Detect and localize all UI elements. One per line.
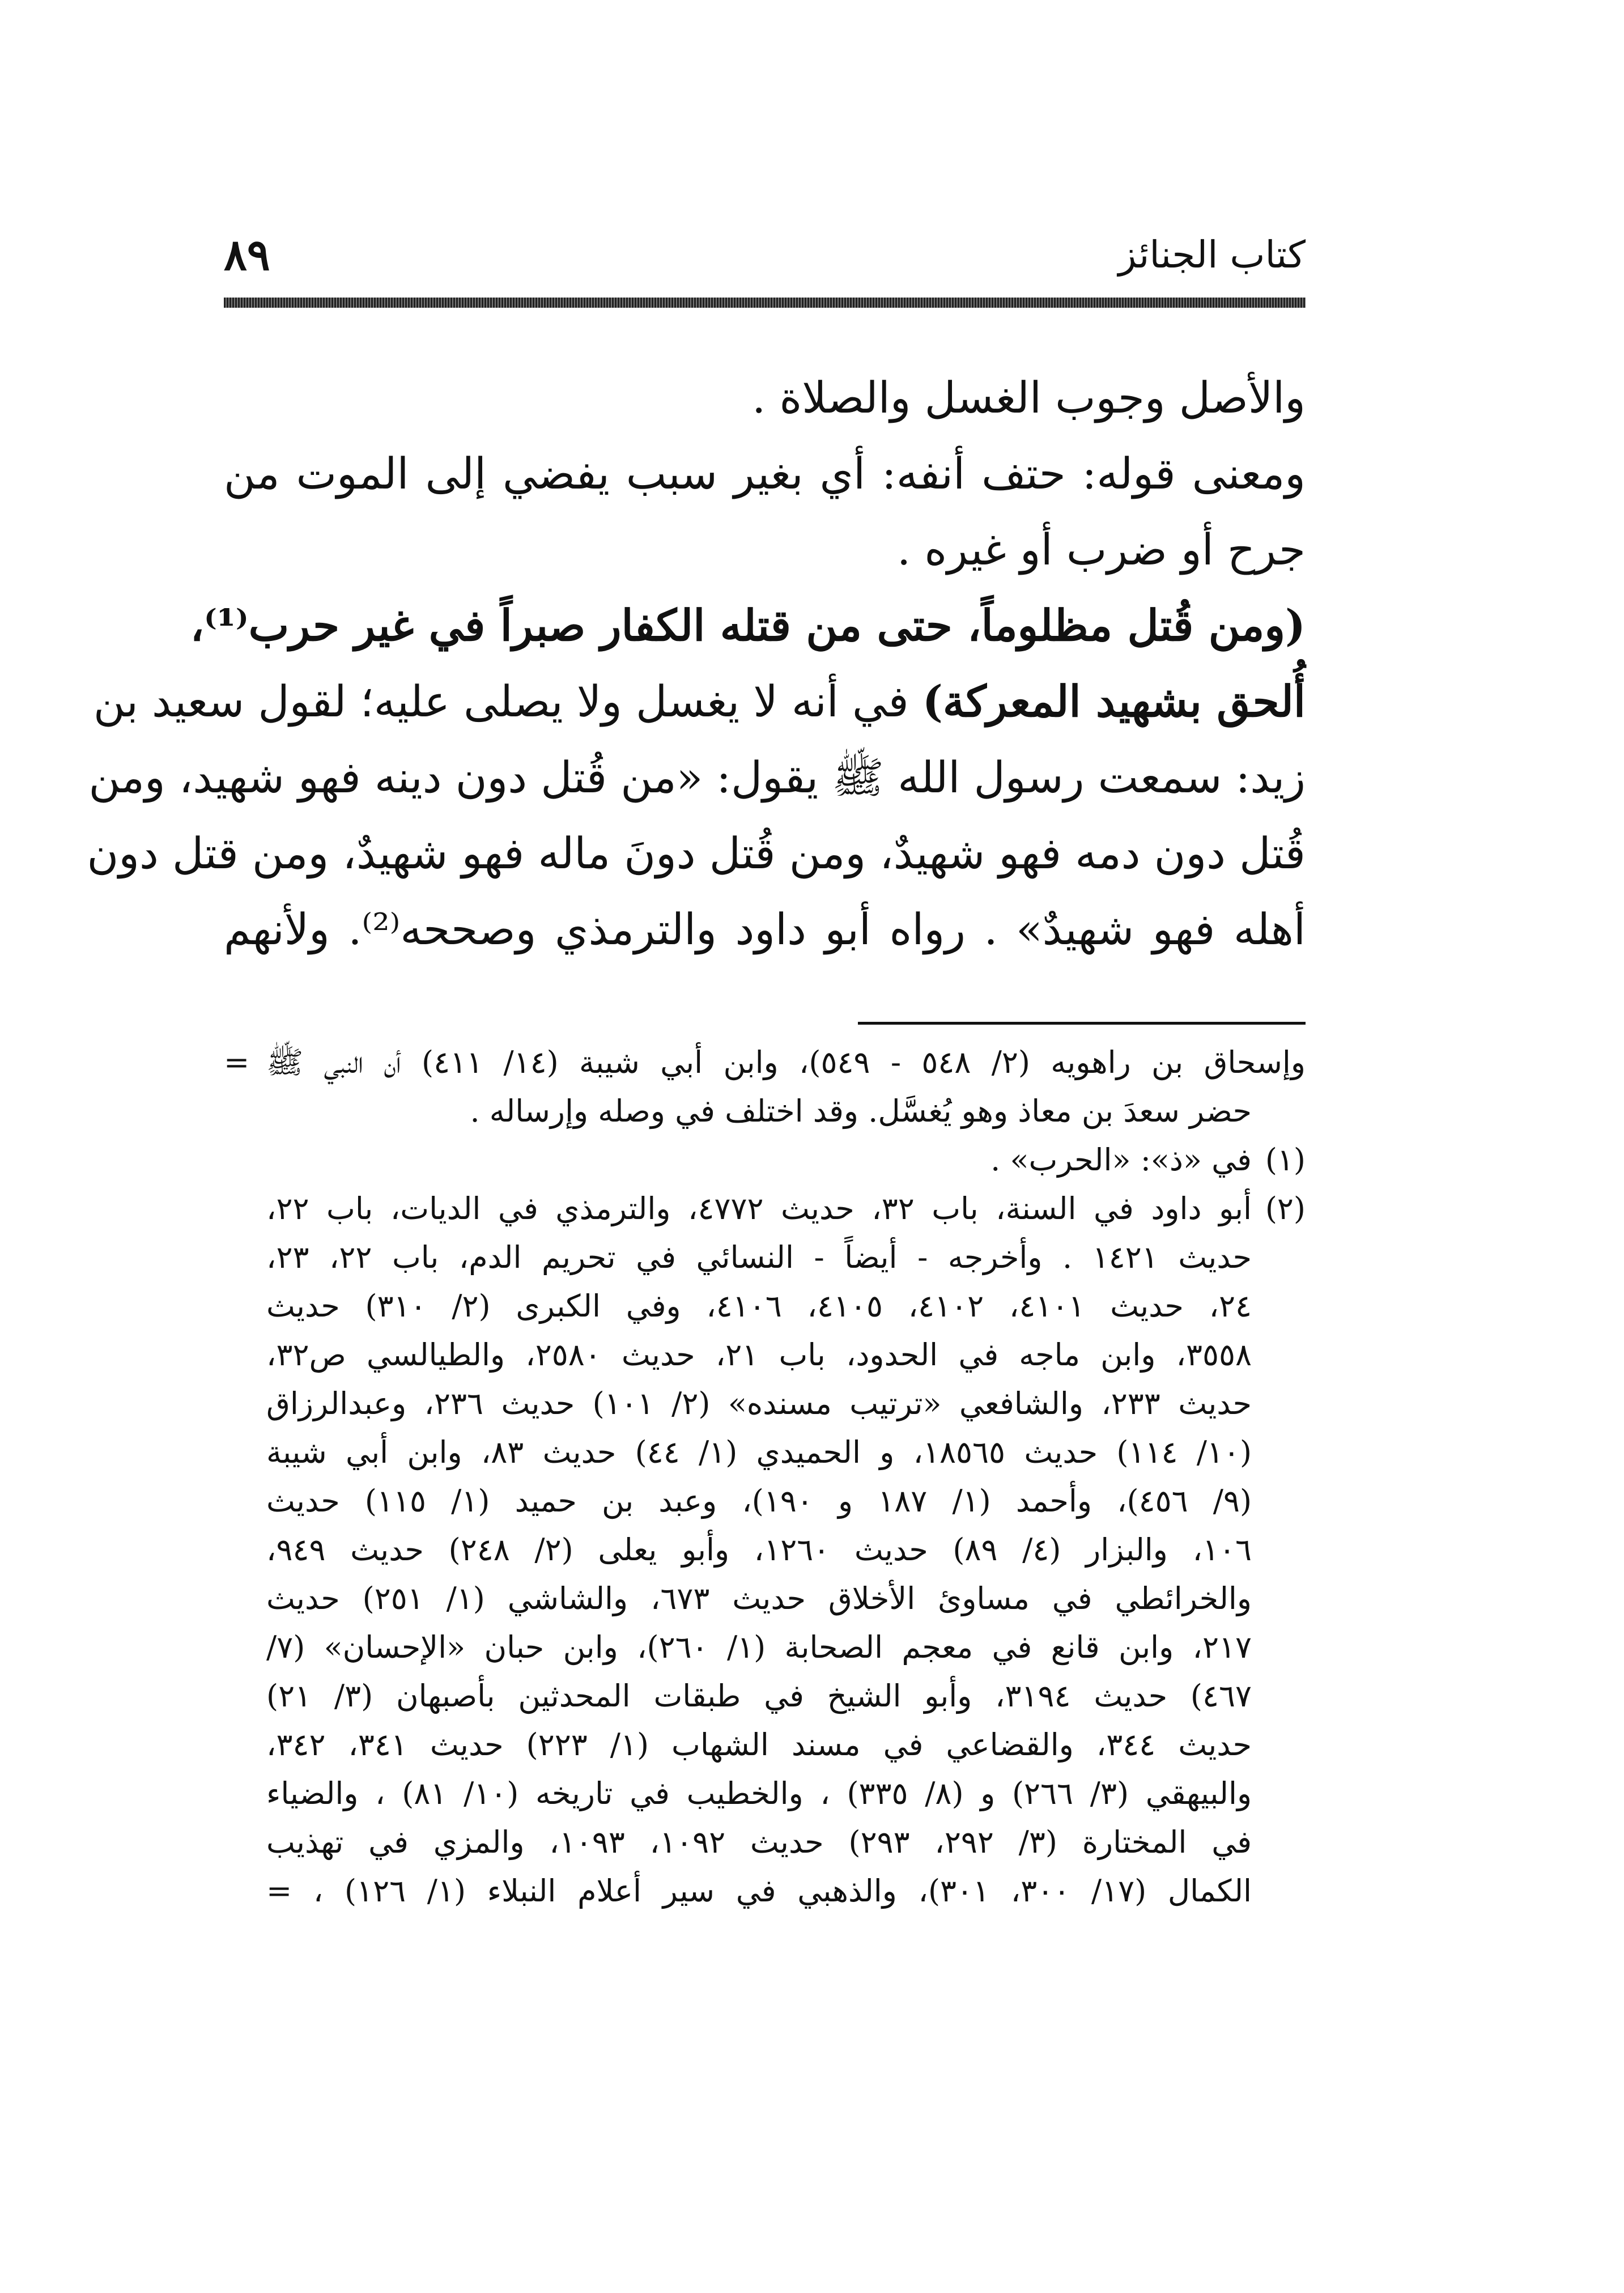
footnote-2-line-3: ٢٤، حديث ٤١٠١، ٤١٠٢، ٤١٠٥، ٤١٠٦، وفي الكبرى (٢/ ٣١٠) حديث xyxy=(266,1288,1252,1324)
footnote-2-line-2: حديث ١٤٢١ . وأخرجه - أيضاً - النسائي في تحريم الدم، باب ٢٢، ٢٣، xyxy=(266,1239,1252,1275)
text-line-5 xyxy=(93,664,1306,740)
footnote-2-line-8: ١٠٦، والبزار (٤/ ٨٩) حديث ١٢٦٠، وأبو يعلى (٢/ ٢٤٨) حديث ٩٤٩، xyxy=(266,1532,1252,1568)
text-line-8: أهله فهو شهيدٌ» . رواه أبو داود والترمذي وصححه⁽²⁾. ولأنهم xyxy=(224,904,1306,954)
footnote-2-line-4: ٣٥٥٨، وابن ماجه في الحدود، باب ٢١، حديث ٢٥٨٠، والطيالسي ص٣٢، xyxy=(266,1337,1252,1373)
footnote-1-marker: (١) xyxy=(1265,1142,1306,1178)
footnote-2-line-13: والبيهقي (٣/ ٢٦٦) و (٨/ ٣٣٥) ، والخطيب في تاريخه (١٠/ ٨١) ، والضياء xyxy=(266,1776,1252,1811)
text-line-2: ومعنى قوله: حتف أنفه: أي بغير سبب يفضي إلى الموت من xyxy=(224,448,1306,499)
footnote-2-marker: (٢) xyxy=(1265,1191,1306,1226)
continuation-mark: = xyxy=(224,1044,250,1080)
bold-statement-end: أُلحق بشهيد المعركة) xyxy=(922,676,1306,727)
footnote-2-line-10: ٢١٧، وابن قانع في معجم الصحابة (١/ ٢٦٠)، وابن حبان «الإحسان» (٧/ xyxy=(266,1629,1252,1665)
text-line-6: زيد: سمعت رسول الله ﷺ يقول: «من قُتل دون دينه فهو شهيد، ومن xyxy=(88,752,1306,802)
page-number: ٨٩ xyxy=(224,230,270,280)
footnote-2-line-9: والخرائطي في مساوئ الأخلاق حديث ٦٧٣، والشاشي (١/ ٢٥١) حديث xyxy=(266,1581,1252,1616)
text-line-5-rest: في أنه لا يغسل ولا يصلى عليه؛ لقول سعيد بن xyxy=(93,676,922,727)
text-line-3: جرح أو ضرب أو غيره . xyxy=(897,524,1306,575)
page-header xyxy=(224,224,1306,286)
footnotes xyxy=(224,1038,1306,2036)
text-line-7: قُتل دون دمه فهو شهيدٌ، ومن قُتل دونَ ماله فهو شهيدٌ، ومن قتل دون xyxy=(87,828,1306,878)
footnote-2-line-12: حديث ٣٤٤، والقضاعي في مسند الشهاب (١/ ٢٢٣) حديث ٣٤١، ٣٤٢، xyxy=(266,1727,1252,1763)
running-title: كتاب الجنائز xyxy=(1118,233,1306,277)
text-line-1: والأصل وجوب الغسل والصلاة . xyxy=(752,372,1306,423)
footnote-separator xyxy=(858,1022,1306,1025)
footnote-2-line-5: حديث ٢٣٣، والشافعي «ترتيب مسنده» (٢/ ١٠١) حديث ٢٣٦، وعبدالرزاق xyxy=(266,1386,1252,1421)
footnote-2-line-11: ٤٦٧) حديث ٣١٩٤، وأبو الشيخ في طبقات المحدثين بأصبهان (٣/ ٢١) xyxy=(266,1678,1252,1714)
footnote-2-line-6: (١٠/ ١١٤) حديث ١٨٥٦٥، و الحميدي (١/ ٤٤) حديث ٨٣، وابن أبي شيبة xyxy=(266,1434,1252,1470)
text-line-4 xyxy=(190,588,1306,664)
footnote-1-text: في «ذ»: «الحرب» . xyxy=(990,1142,1252,1178)
header-rule xyxy=(224,298,1306,308)
footnote-2-line-7: (٩/ ٤٥٦)، وأحمد (١/ ١٨٧ و ١٩٠)، وعبد بن حميد (١/ ١١٥) حديث xyxy=(266,1483,1252,1519)
footnote-2-line-1: أبو داود في السنة، باب ٣٢، حديث ٤٧٧٢، والترمذي في الديات، باب ٢٢، xyxy=(266,1191,1252,1226)
footnote-continuation-line-2: حضر سعدَ بن معاذ وهو يُغسَّل. وقد اختلف في وصله وإرساله . xyxy=(470,1093,1252,1129)
footnote-2-line-15: الكمال (١٧/ ٣٠٠، ٣٠١)، والذهبي في سير أعلام النبلاء (١/ ١٢٦) ، = xyxy=(266,1873,1252,1909)
footnote-2-line-14: في المختارة (٣/ ٢٩٢، ٢٩٣) حديث ١٠٩٢، ١٠٩٣، والمزي في تهذيب xyxy=(266,1824,1252,1860)
bold-statement: (ومن قُتل مظلوماً، حتى من قتله الكفار صبراً في غير حرب⁽¹⁾، xyxy=(190,600,1306,651)
main-text xyxy=(87,360,1306,966)
footnote-continuation-line-1: وإسحاق بن راهويه (٢/ ٥٤٨ - ٥٤٩)، وابن أبي شيبة (١٤/ ٤١١) أن النبي ﷺ xyxy=(266,1044,1306,1080)
